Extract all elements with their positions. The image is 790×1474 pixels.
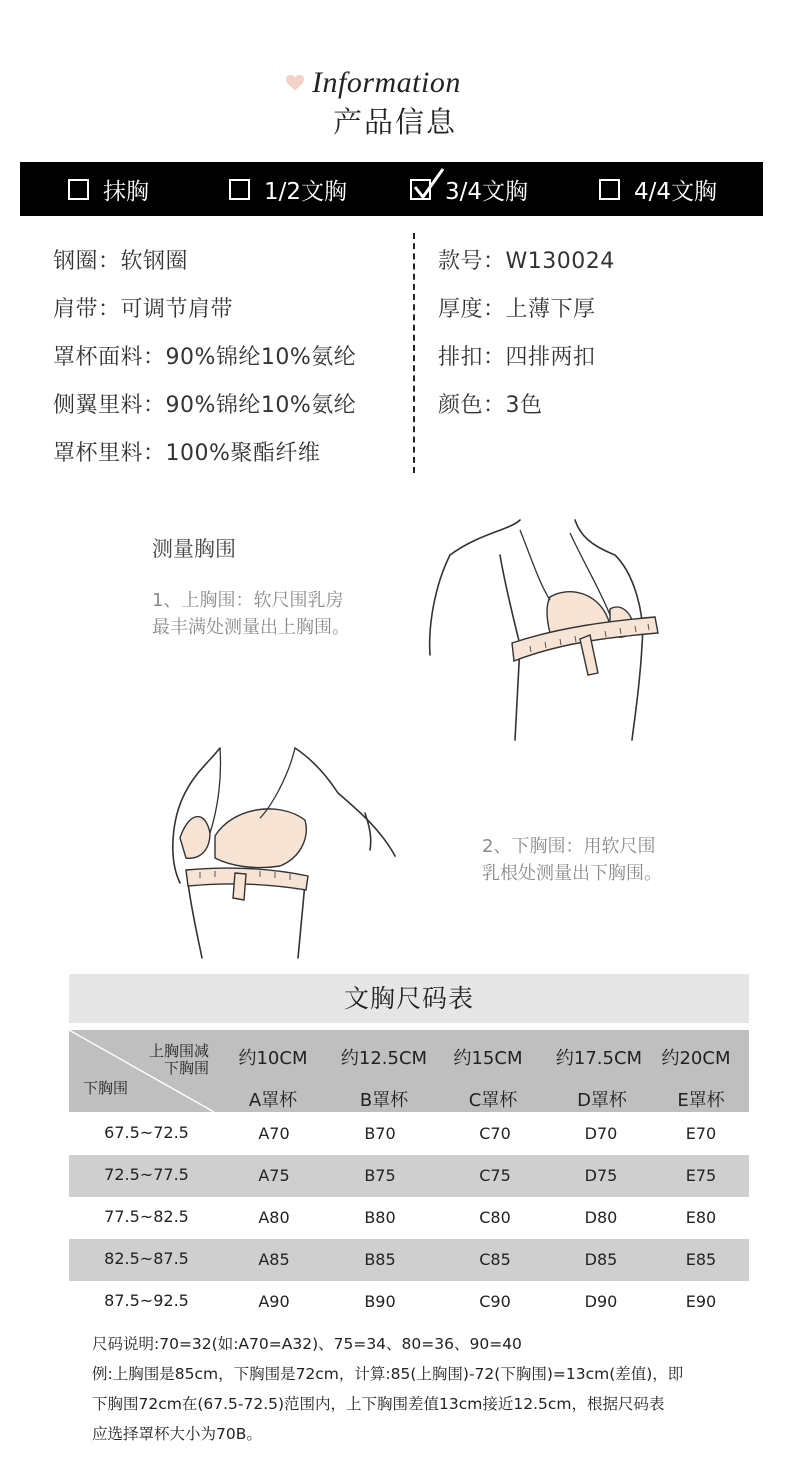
header-corner-top [129, 1043, 209, 1077]
heart-icon [286, 74, 304, 92]
spec-side-lining: 侧翼里料：90%锦纶10%氨纶 [53, 393, 357, 418]
spec-colors: 颜色：3色 [438, 393, 543, 418]
english-title: Information [312, 66, 461, 99]
size-cell: D75 [584, 1166, 618, 1185]
info-heading [286, 66, 461, 100]
size-cell: B85 [364, 1250, 396, 1269]
style-option-label: 抹胸 [103, 178, 149, 205]
underbust-range: 87.5~92.5 [104, 1291, 189, 1310]
size-cell: A80 [258, 1208, 290, 1227]
checkbox-icon [229, 179, 250, 200]
style-option-full-cup[interactable] [599, 162, 717, 216]
measure-step2-line2: 乳根处测量出下胸围。 [482, 863, 662, 884]
size-cell: D90 [584, 1292, 618, 1311]
size-cell: C70 [479, 1124, 511, 1143]
measure-step2-line1: 2、下胸围：用软尺围 [482, 836, 656, 857]
chinese-title: 产品信息 [332, 105, 457, 139]
spec-cup-fabric: 罩杯面料：90%锦纶10%氨纶 [53, 345, 357, 370]
size-cell: E90 [685, 1292, 717, 1311]
spec-hooks: 排扣：四排两扣 [438, 345, 596, 370]
style-option-three-quarter-cup[interactable] [410, 162, 528, 216]
cup-header: B罩杯 [359, 1090, 409, 1111]
spec-cup-lining: 罩杯里料：100%聚酯纤维 [53, 441, 321, 466]
bust-measure-illustration [420, 515, 670, 745]
size-cell: D80 [584, 1208, 618, 1227]
size-cell: E85 [685, 1250, 717, 1269]
measure-step1-line1: 1、上胸围：软尺围乳房 [152, 590, 344, 611]
checked-checkbox-icon [410, 179, 431, 200]
size-cell: C75 [479, 1166, 511, 1185]
diff-header: 约15CM [453, 1048, 523, 1069]
size-cell: A85 [258, 1250, 290, 1269]
header-corner-top-line1: 上胸围减 [148, 1042, 209, 1060]
bra-style-bar [20, 162, 763, 216]
size-cell: B80 [364, 1208, 396, 1227]
underbust-range: 82.5~87.5 [104, 1249, 189, 1268]
header-corner-bottom: 下胸围 [83, 1079, 129, 1097]
spec-model-number: 款号：W130024 [438, 249, 615, 274]
size-cell: D85 [584, 1250, 618, 1269]
size-cell: A70 [258, 1124, 290, 1143]
size-cell: B90 [364, 1292, 396, 1311]
size-cell: E75 [685, 1166, 717, 1185]
style-option-label: 1/2文胸 [264, 178, 348, 205]
diff-header: 约17.5CM [555, 1048, 643, 1069]
spec-underwire: 钢圈：软钢圈 [53, 249, 189, 274]
table-row [69, 1197, 749, 1239]
example-note-line2: 下胸围72cm在(67.5-72.5)范围内，上下胸围差值13cm接近12.5cm，根据尺码表 [92, 1395, 665, 1413]
checkmark-icon [410, 167, 446, 203]
underbust-measure-illustration [160, 738, 410, 963]
example-note-line1: 例:上胸围是85cm，下胸围是72cm，计算:85(上胸围)-72(下胸围)=13cm(差值)，即 [92, 1365, 684, 1383]
spec-divider [413, 233, 415, 473]
size-cell: C90 [479, 1292, 511, 1311]
size-cell: C80 [479, 1208, 511, 1227]
cup-header: A罩杯 [248, 1090, 298, 1111]
cup-header: E罩杯 [677, 1090, 725, 1111]
table-row [69, 1239, 749, 1281]
checkbox-icon [68, 179, 89, 200]
size-note: 尺码说明:70=32(如:A70=A32)、75=34、80=36、90=40 [92, 1335, 522, 1353]
header-corner-top-line2: 下胸围 [163, 1059, 209, 1077]
size-cell: C85 [479, 1250, 511, 1269]
size-cell: E80 [685, 1208, 717, 1227]
style-option-label: 3/4文胸 [445, 178, 529, 205]
underbust-range: 77.5~82.5 [104, 1207, 189, 1226]
measure-title: 测量胸围 [152, 537, 236, 561]
measure-step2 [482, 833, 662, 887]
size-cell: B70 [364, 1124, 396, 1143]
diff-header: 约12.5CM [340, 1048, 428, 1069]
diff-header: 约10CM [238, 1048, 308, 1069]
size-table-header [69, 1030, 749, 1112]
table-row [69, 1281, 749, 1323]
underbust-range: 72.5~77.5 [104, 1165, 189, 1184]
size-cell: D70 [584, 1124, 618, 1143]
measure-step1-line2: 最丰满处测量出上胸围。 [152, 617, 350, 638]
underbust-range: 67.5~72.5 [104, 1123, 189, 1142]
checkbox-icon [599, 179, 620, 200]
size-table-title: 文胸尺码表 [69, 974, 749, 1023]
measure-step1 [152, 587, 350, 641]
table-row [69, 1113, 749, 1155]
cup-header: C罩杯 [468, 1090, 518, 1111]
diff-header: 约20CM [661, 1048, 731, 1069]
style-option-half-cup[interactable] [229, 162, 347, 216]
size-cell: B75 [364, 1166, 396, 1185]
example-note-line3: 应选择罩杯大小为70B。 [92, 1425, 262, 1443]
style-option-label: 4/4文胸 [634, 178, 718, 205]
size-cell: E70 [685, 1124, 717, 1143]
cup-header: D罩杯 [577, 1090, 627, 1111]
table-row [69, 1155, 749, 1197]
style-option-strapless[interactable] [68, 162, 149, 216]
spec-straps: 肩带：可调节肩带 [53, 297, 234, 322]
spec-thickness: 厚度：上薄下厚 [438, 297, 596, 322]
size-cell: A90 [258, 1292, 290, 1311]
size-cell: A75 [258, 1166, 290, 1185]
